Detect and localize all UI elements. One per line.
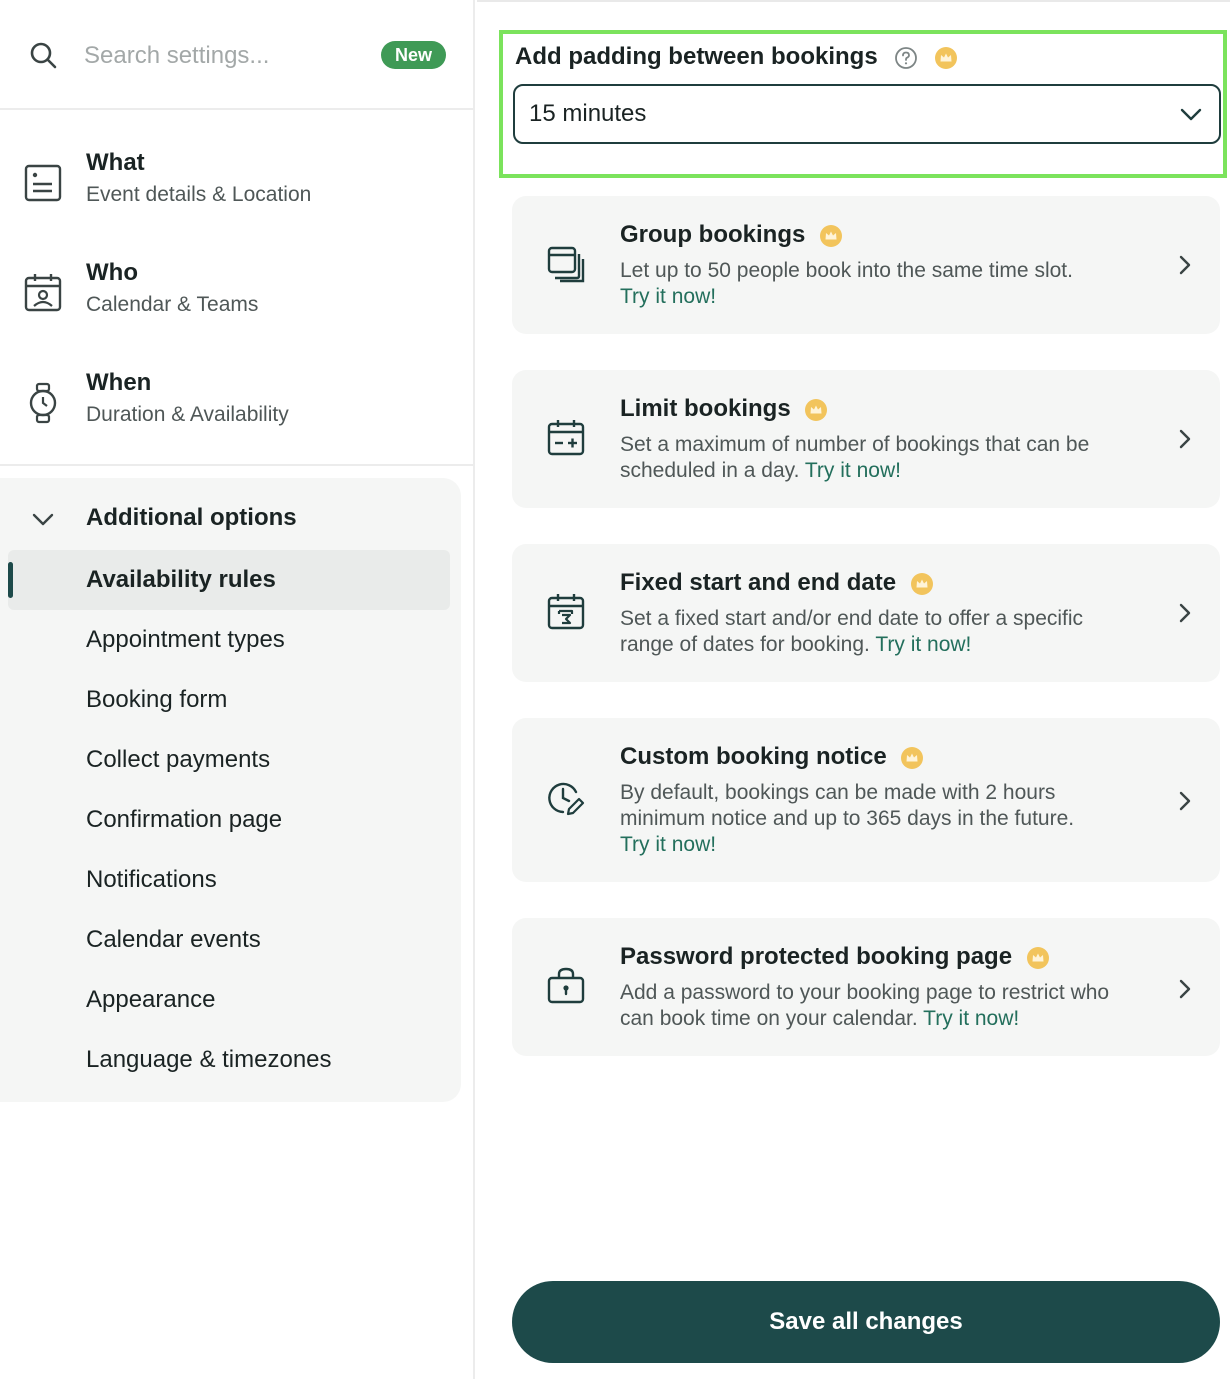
card-title-row — [620, 942, 1049, 972]
chevron-right-icon — [1174, 254, 1196, 276]
nav-availability-rules[interactable] — [8, 550, 450, 610]
crown-icon — [935, 47, 957, 69]
nav-label: Notifications — [86, 866, 217, 893]
card-custom-booking-notice[interactable] — [512, 718, 1220, 882]
calendar-person-icon — [22, 272, 64, 314]
card-title-row — [620, 568, 933, 598]
settings-sidebar — [0, 0, 475, 1379]
section-who[interactable] — [0, 258, 473, 368]
padding-title: Add padding between bookings — [515, 43, 878, 70]
help-icon[interactable] — [894, 46, 918, 70]
nav-label: Language & timezones — [86, 1046, 332, 1073]
crown-icon — [820, 225, 842, 247]
try-it-link[interactable]: Try it now! — [620, 833, 717, 856]
card-title-row — [620, 394, 827, 424]
section-subtitle: Duration & Availability — [86, 403, 289, 426]
nav-label: Appearance — [86, 986, 216, 1013]
card-description — [620, 258, 1140, 310]
lock-bag-icon — [546, 966, 586, 1006]
watch-icon — [22, 382, 64, 424]
crown-icon — [911, 573, 933, 595]
padding-setting — [499, 30, 1227, 178]
section-title: When — [86, 369, 152, 396]
card-group-bookings[interactable] — [512, 196, 1220, 334]
try-it-link[interactable]: Try it now! — [875, 633, 972, 656]
search-icon — [28, 40, 58, 70]
document-list-icon — [22, 162, 64, 204]
chevron-right-icon — [1174, 978, 1196, 1000]
clock-edit-icon — [546, 778, 586, 818]
card-title-row — [620, 742, 923, 772]
nav-label: Availability rules — [86, 566, 276, 593]
main-content — [477, 0, 1230, 1379]
additional-options-panel — [0, 478, 461, 1102]
card-limit-bookings[interactable] — [512, 370, 1220, 508]
card-description — [620, 980, 1140, 1032]
nav-appointment-types[interactable] — [8, 610, 450, 670]
card-description — [620, 780, 1140, 858]
section-nav — [0, 110, 473, 466]
calendar-range-icon — [546, 592, 586, 632]
card-title: Group bookings — [620, 221, 806, 248]
nav-label: Collect payments — [86, 746, 271, 773]
card-title: Password protected booking page — [620, 943, 1013, 970]
padding-title-row — [515, 42, 957, 72]
nav-label: Booking form — [86, 686, 228, 713]
chevron-right-icon — [1174, 790, 1196, 812]
crown-icon — [805, 399, 827, 421]
chevron-down-icon — [30, 506, 56, 532]
card-title: Custom booking notice — [620, 743, 887, 770]
chevron-right-icon — [1174, 602, 1196, 624]
section-what[interactable] — [0, 148, 473, 258]
nav-language-timezones[interactable] — [8, 1030, 450, 1090]
save-all-changes-button[interactable]: Save all changes — [512, 1281, 1220, 1363]
try-it-link[interactable]: Try it now! — [620, 285, 717, 308]
card-description — [620, 606, 1140, 658]
additional-options-toggle[interactable] — [0, 498, 461, 542]
nav-collect-payments[interactable] — [8, 730, 450, 790]
nav-booking-form[interactable] — [8, 670, 450, 730]
section-title: Who — [86, 259, 138, 286]
card-description-text: Set a maximum of number of bookings that can be scheduled in a day. — [620, 433, 1090, 482]
card-title-row — [620, 220, 842, 250]
stacked-calendars-icon — [546, 244, 586, 284]
card-password-protected-page[interactable] — [512, 918, 1220, 1056]
nav-label: Confirmation page — [86, 806, 283, 833]
padding-select-value: 15 minutes — [529, 100, 647, 127]
nav-appearance[interactable] — [8, 970, 450, 1030]
search-input[interactable] — [84, 34, 364, 78]
chevron-right-icon — [1174, 428, 1196, 450]
nav-notifications[interactable] — [8, 850, 450, 910]
search-row — [0, 0, 473, 110]
chevron-down-icon — [1179, 102, 1203, 126]
new-badge: New — [381, 41, 446, 69]
card-description-text: By default, bookings can be made with 2 hours minimum notice and up to 365 days in the future. — [620, 781, 1075, 830]
section-when[interactable] — [0, 368, 473, 478]
card-description-text: Set a fixed start and/or end date to offer a specific range of dates for booking. — [620, 607, 1084, 656]
top-divider — [477, 0, 1230, 2]
card-description — [620, 432, 1140, 484]
card-fixed-start-end-date[interactable] — [512, 544, 1220, 682]
nav-label: Appointment types — [86, 626, 285, 653]
nav-label: Calendar events — [86, 926, 261, 953]
try-it-link[interactable]: Try it now! — [804, 459, 901, 482]
crown-icon — [1027, 947, 1049, 969]
calendar-plus-icon — [546, 418, 586, 458]
section-title: What — [86, 149, 145, 176]
nav-calendar-events[interactable] — [8, 910, 450, 970]
padding-select[interactable] — [513, 84, 1221, 144]
crown-icon — [901, 747, 923, 769]
additional-options-title: Additional options — [86, 504, 297, 531]
section-subtitle: Event details & Location — [86, 183, 312, 206]
nav-confirmation-page[interactable] — [8, 790, 450, 850]
section-subtitle: Calendar & Teams — [86, 293, 259, 316]
card-title: Limit bookings — [620, 395, 791, 422]
card-title: Fixed start and end date — [620, 569, 897, 596]
card-description-text: Let up to 50 people book into the same time slot. — [620, 259, 1073, 282]
try-it-link[interactable]: Try it now! — [923, 1007, 1020, 1030]
card-description-text: Add a password to your booking page to restrict who can book time on your calendar. — [620, 981, 1110, 1030]
